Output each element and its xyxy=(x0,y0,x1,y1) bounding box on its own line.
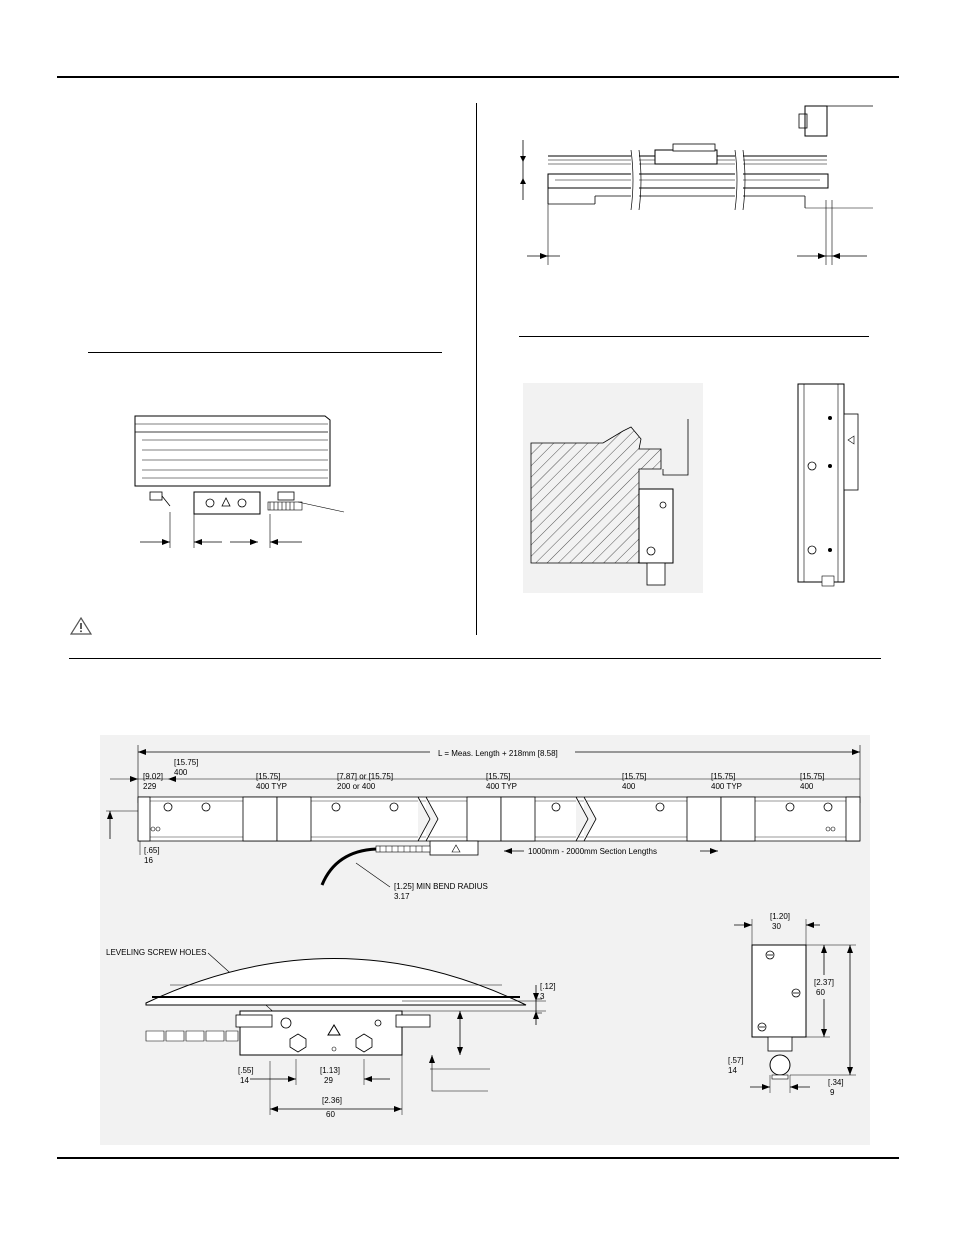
svg-text:29: 29 xyxy=(324,1076,333,1085)
svg-text:[15.75]: [15.75] xyxy=(256,772,281,781)
svg-text:[15.75]: [15.75] xyxy=(486,772,511,781)
svg-text:[15.75]: [15.75] xyxy=(711,772,736,781)
svg-text:200 or 400: 200 or 400 xyxy=(337,782,376,791)
svg-text:[15.75]: [15.75] xyxy=(800,772,825,781)
svg-text:[.55]: [.55] xyxy=(238,1066,254,1075)
column-divider xyxy=(476,103,477,635)
svg-text:60: 60 xyxy=(816,988,825,997)
svg-text:30: 30 xyxy=(772,922,781,931)
svg-text:[.12]: [.12] xyxy=(540,982,556,991)
svg-text:[7.87] or [15.75]: [7.87] or [15.75] xyxy=(337,772,394,781)
scale-body xyxy=(138,797,860,841)
svg-text:[.34]: [.34] xyxy=(828,1078,844,1087)
warning-icon xyxy=(70,617,92,635)
main-dimension-drawing xyxy=(100,735,870,1145)
svg-text:60: 60 xyxy=(326,1110,335,1119)
right-section-rule xyxy=(519,336,869,337)
cross-section-drawing xyxy=(523,383,703,593)
svg-text:[2.36]: [2.36] xyxy=(322,1096,343,1105)
leveling-screw-label: LEVELING SCREW HOLES xyxy=(106,948,207,957)
side-view-drawing xyxy=(515,100,880,265)
svg-text:400 TYP: 400 TYP xyxy=(711,782,742,791)
overall-length-text: L = Meas. Length + 218mm [8.58] xyxy=(438,749,558,758)
svg-text:[.57]: [.57] xyxy=(728,1056,744,1065)
svg-text:14: 14 xyxy=(240,1076,249,1085)
svg-text:400: 400 xyxy=(800,782,814,791)
svg-text:3.17: 3.17 xyxy=(394,892,410,901)
footer-rule xyxy=(57,1157,899,1159)
section-lengths-label: 1000mm - 2000mm Section Lengths xyxy=(528,847,657,856)
svg-text:3: 3 xyxy=(540,992,545,1001)
svg-text:[1.20]: [1.20] xyxy=(770,912,791,921)
middle-rule xyxy=(69,658,881,659)
svg-text:[1.13]: [1.13] xyxy=(320,1066,341,1075)
svg-text:400 TYP: 400 TYP xyxy=(486,782,517,791)
end-view-drawing xyxy=(790,378,865,593)
svg-text:14: 14 xyxy=(728,1066,737,1075)
svg-text:16: 16 xyxy=(144,856,153,865)
svg-text:9: 9 xyxy=(830,1088,835,1097)
svg-text:[.65]: [.65] xyxy=(144,846,160,855)
svg-text:400 TYP: 400 TYP xyxy=(256,782,287,791)
svg-text:400: 400 xyxy=(174,768,188,777)
svg-text:400: 400 xyxy=(622,782,636,791)
header-rule xyxy=(57,76,899,78)
svg-text:[1.25] MIN BEND RADIUS: [1.25] MIN BEND RADIUS xyxy=(394,882,488,891)
svg-text:[15.75]: [15.75] xyxy=(622,772,647,781)
scale-readhead-drawing xyxy=(130,410,360,555)
svg-text:[2.37]: [2.37] xyxy=(814,978,835,987)
svg-text:[15.75]: [15.75] xyxy=(174,758,199,767)
svg-text:229: 229 xyxy=(143,782,157,791)
left-section-rule xyxy=(88,352,442,353)
svg-text:[9.02]: [9.02] xyxy=(143,772,164,781)
